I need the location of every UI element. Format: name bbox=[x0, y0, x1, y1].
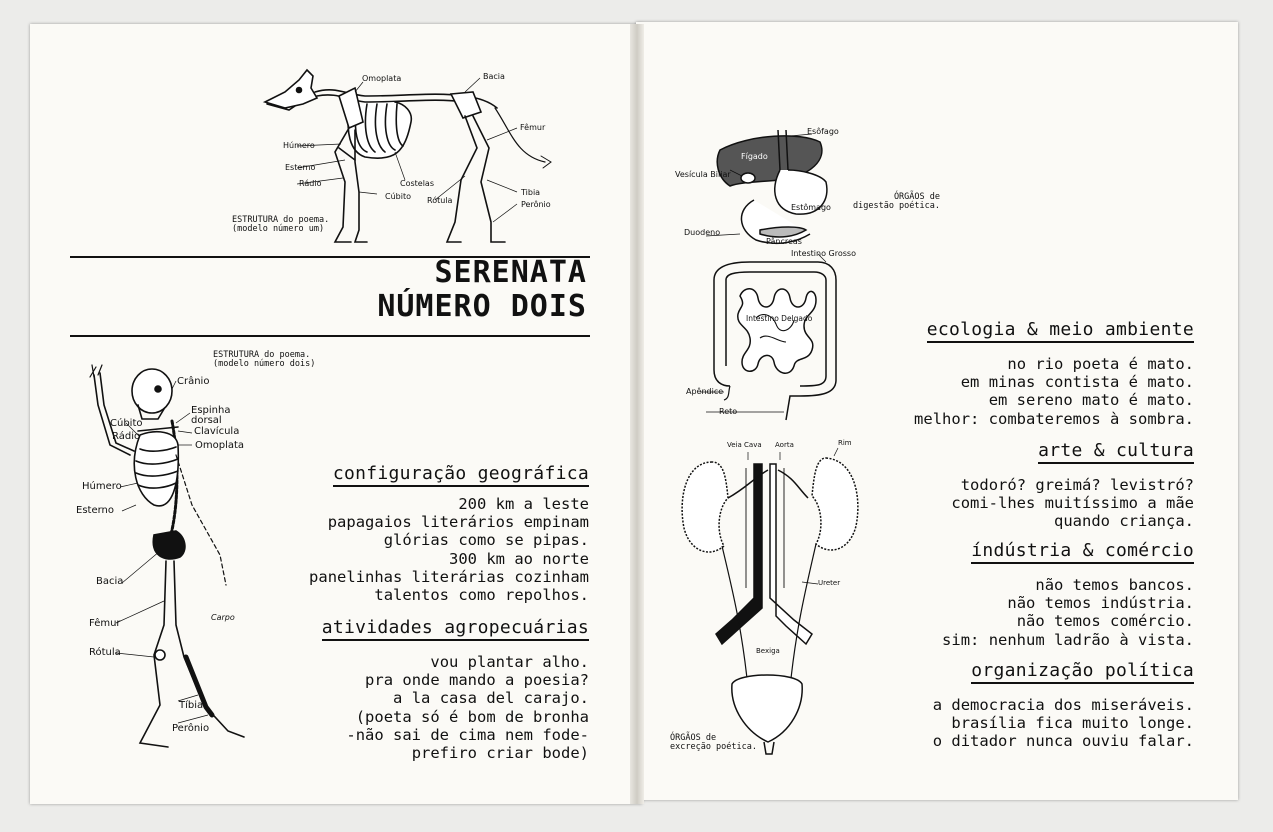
human-label-femur: Fêmur bbox=[89, 618, 121, 629]
section-heading: ecologia & meio ambiente bbox=[927, 319, 1194, 343]
book-spine bbox=[630, 24, 644, 804]
digestive-label-estomago: Estômago bbox=[791, 203, 831, 212]
digestive-label-intestino-grosso: Intestino Grosso bbox=[791, 249, 856, 258]
dog-label-femur: Fêmur bbox=[520, 123, 546, 132]
dog-label-esterno: Esterno bbox=[285, 163, 316, 172]
dog-label-rotula: Rótula bbox=[427, 196, 453, 205]
dog-label-umero: Húmero bbox=[283, 141, 315, 150]
digestive-caption: ÓRGÃOS de digestão poética. bbox=[853, 192, 940, 211]
dog-label-omoplata: Omoplata bbox=[362, 74, 402, 83]
dog-label-bacia: Bacia bbox=[483, 72, 505, 81]
human-label-esterno: Esterno bbox=[76, 505, 114, 516]
excretory-label-bexiga: Bexiga bbox=[756, 647, 780, 655]
digestive-label-esofago: Esôfago bbox=[807, 127, 839, 136]
page-title: SERENATA NÚMERO DOIS bbox=[377, 255, 587, 324]
section-arte-cultura bbox=[951, 440, 1194, 531]
excretory-label-veia-cava: Veia Cava bbox=[727, 441, 762, 449]
section-body: 200 km a leste papagaios literários empinam glórias como se pipas. 300 km ao norte panelinhas literárias cozinham talentos como repolhos. bbox=[309, 495, 589, 605]
digestive-label-duodeno: Duodeno bbox=[684, 228, 721, 237]
dog-label-cubito: Cúbito bbox=[385, 192, 411, 201]
excretory-caption: ÓRGÃOS de excreção poética. bbox=[670, 733, 757, 752]
human-label-omoplata: Omoplata bbox=[195, 440, 245, 451]
human-label-carpo: Carpo bbox=[211, 613, 235, 622]
digestive-label-reto: Reto bbox=[719, 407, 738, 416]
digestive-label-figado: Fígado bbox=[741, 152, 768, 161]
dog-caption: ESTRUTURA do poema. (modelo número um) bbox=[232, 215, 330, 234]
section-heading: atividades agropecuárias bbox=[322, 617, 589, 641]
section-industria-comercio bbox=[942, 540, 1194, 649]
section-heading: índústria & comércio bbox=[971, 540, 1194, 564]
section-atividades-agropecuarias bbox=[322, 617, 589, 762]
title-rule-bottom bbox=[70, 335, 590, 337]
human-label-peronio: Perônio bbox=[172, 723, 210, 734]
section-body: no rio poeta é mato. em minas contista é mato. em sereno mato é mato. melhor: combateremos à sombra. bbox=[914, 355, 1194, 428]
section-body: a democracia dos miseráveis. brasília fica muito longe. o ditador nunca ouviu falar. bbox=[932, 696, 1194, 751]
section-heading: arte & cultura bbox=[1038, 440, 1194, 464]
section-body: todoró? greimá? levistró? comi-lhes muitíssimo a mãe quando criança. bbox=[951, 476, 1194, 531]
digestive-label-apendice: Apêndice bbox=[686, 387, 724, 396]
excretory-label-ureter: Ureter bbox=[818, 579, 841, 587]
human-label-rotula: Rótula bbox=[89, 647, 121, 658]
human-label-cubito: Cúbito bbox=[110, 418, 143, 429]
human-skeleton-illustration bbox=[80, 365, 260, 765]
human-caption: ESTRUTURA do poema. (modelo número dois) bbox=[213, 350, 316, 369]
dog-label-tibia: Tibia bbox=[521, 188, 541, 197]
digestive-label-intestino-delgado: Intestino Delgado bbox=[746, 314, 813, 323]
human-label-umero: Húmero bbox=[82, 481, 122, 492]
section-configuracao-geografica bbox=[309, 463, 589, 604]
human-label-cranio: Crânio bbox=[177, 376, 210, 387]
human-label-espinha: Espinha dorsal bbox=[191, 405, 231, 426]
human-label-radio: Rádio bbox=[112, 431, 141, 442]
human-label-clavicula: Clavícula bbox=[194, 426, 240, 437]
digestive-label-pancreas: Pâncreas bbox=[766, 237, 802, 246]
excretory-label-rim: Rim bbox=[838, 439, 852, 447]
section-body: vou plantar alho. pra onde mando a poesia? a la casa del carajo. (poeta só é bom de bronha -não sai de cima nem fode- prefiro criar bode) bbox=[346, 653, 589, 763]
human-label-tibia: Tíbia bbox=[179, 700, 204, 711]
excretory-system-illustration bbox=[676, 448, 866, 758]
human-label-bacia: Bacia bbox=[96, 576, 124, 587]
section-ecologia-meio-ambiente bbox=[914, 319, 1194, 428]
section-heading: configuração geográfica bbox=[333, 463, 589, 487]
section-organizacao-politica bbox=[933, 660, 1194, 751]
excretory-label-aorta: Aorta bbox=[775, 441, 794, 449]
section-body: não temos bancos. não temos indústria. não temos comércio. sim: nenhum ladrão à vista. bbox=[942, 576, 1194, 649]
dog-label-costelas: Costelas bbox=[400, 179, 434, 188]
dog-label-peronio: Perônio bbox=[521, 200, 551, 209]
dog-label-radio: Rádio bbox=[299, 179, 322, 188]
digestive-label-vesicula: Vesícula Biliar bbox=[675, 170, 731, 179]
section-heading: organização política bbox=[971, 660, 1194, 684]
